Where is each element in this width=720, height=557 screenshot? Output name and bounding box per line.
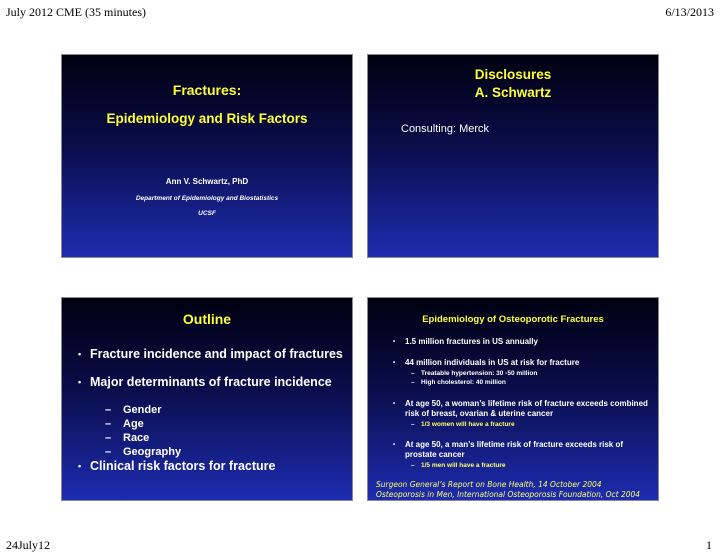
- slide-4-title: Epidemiology of Osteoporotic Fractures: [422, 314, 604, 325]
- slide-4-reference: Surgeon General’s Report on Bone Health, 14 October 2004: [376, 480, 602, 489]
- slide-1-title-text: Fractures:: [172, 82, 242, 98]
- slide-1-department: Department of Epidemiology and Biostatistics: [135, 195, 279, 202]
- bullet-dot: •: [393, 339, 396, 345]
- slide-4-reference: Osteoporosis in Men, International Osteoporosis Foundation, Oct 2004: [376, 490, 641, 499]
- slide-2-disclosures: [367, 54, 659, 258]
- slide-3-item: • Major determinants of fracture incidence: [78, 375, 332, 389]
- bullet-dot: •: [393, 360, 396, 366]
- slide-3-subitem: – Age: [105, 418, 144, 430]
- bullet-dot: •: [78, 461, 82, 471]
- bullet-dot: •: [78, 377, 82, 387]
- slide-1-author: Ann V. Schwartz, PhD: [165, 177, 249, 186]
- slide-4-item: • 44 million individuals in US at risk for fracture: [393, 358, 580, 367]
- slide-4-item: • At age 50, a man’s lifetime risk of fracture exceeds risk of prostate cancer: [393, 440, 624, 459]
- slide-1-institution: UCSF: [198, 210, 216, 217]
- slide-4-subitem: – 1/5 men will have a fracture: [411, 462, 506, 469]
- slide-2-title: Disclosures: [474, 67, 552, 82]
- slide-1-subtitle: Epidemiology and Risk Factors: [106, 111, 308, 126]
- slide-3-subitem: – Gender: [105, 404, 162, 416]
- slide-3-item: • Clinical risk factors for fracture: [78, 459, 276, 473]
- bullet-dot: •: [393, 442, 396, 448]
- bullet-dot: •: [393, 401, 396, 407]
- slide-4-subitem: – High cholesterol: 40 million: [411, 379, 506, 386]
- slide-3-subitem: – Geography: [105, 446, 182, 458]
- slide-4-subitem: – 1/3 women will have a fracture: [411, 421, 515, 428]
- page-header-right: 6/13/2013: [665, 5, 714, 19]
- slide-1-title: [61, 54, 353, 258]
- slide-3-title: Outline: [182, 311, 232, 327]
- page-header-left: July 2012 CME (35 minutes): [6, 5, 146, 19]
- bullet-dot: •: [78, 349, 82, 359]
- slide-4-item: • 1.5 million fractures in US annually: [393, 337, 538, 346]
- slide-3-outline: [61, 297, 353, 501]
- slide-4-item: • At age 50, a woman’s lifetime risk of fracture exceeds combined risk of breast, ovarian & uterine cancer: [393, 399, 648, 418]
- page-footer-right: 1: [706, 538, 712, 552]
- slide-3-subitem: – Race: [105, 432, 150, 444]
- slide-4-subitem: – Treatable hypertension: 30 -50 million: [411, 370, 538, 377]
- slide-4-epidemiology: [367, 297, 659, 501]
- page-footer-left: 24July12: [6, 538, 51, 552]
- slide-3-item: • Fracture incidence and impact of fractures: [78, 347, 343, 361]
- slide-2-name: A. Schwartz: [474, 85, 552, 100]
- slide-2-body: Consulting: Merck: [401, 123, 490, 135]
